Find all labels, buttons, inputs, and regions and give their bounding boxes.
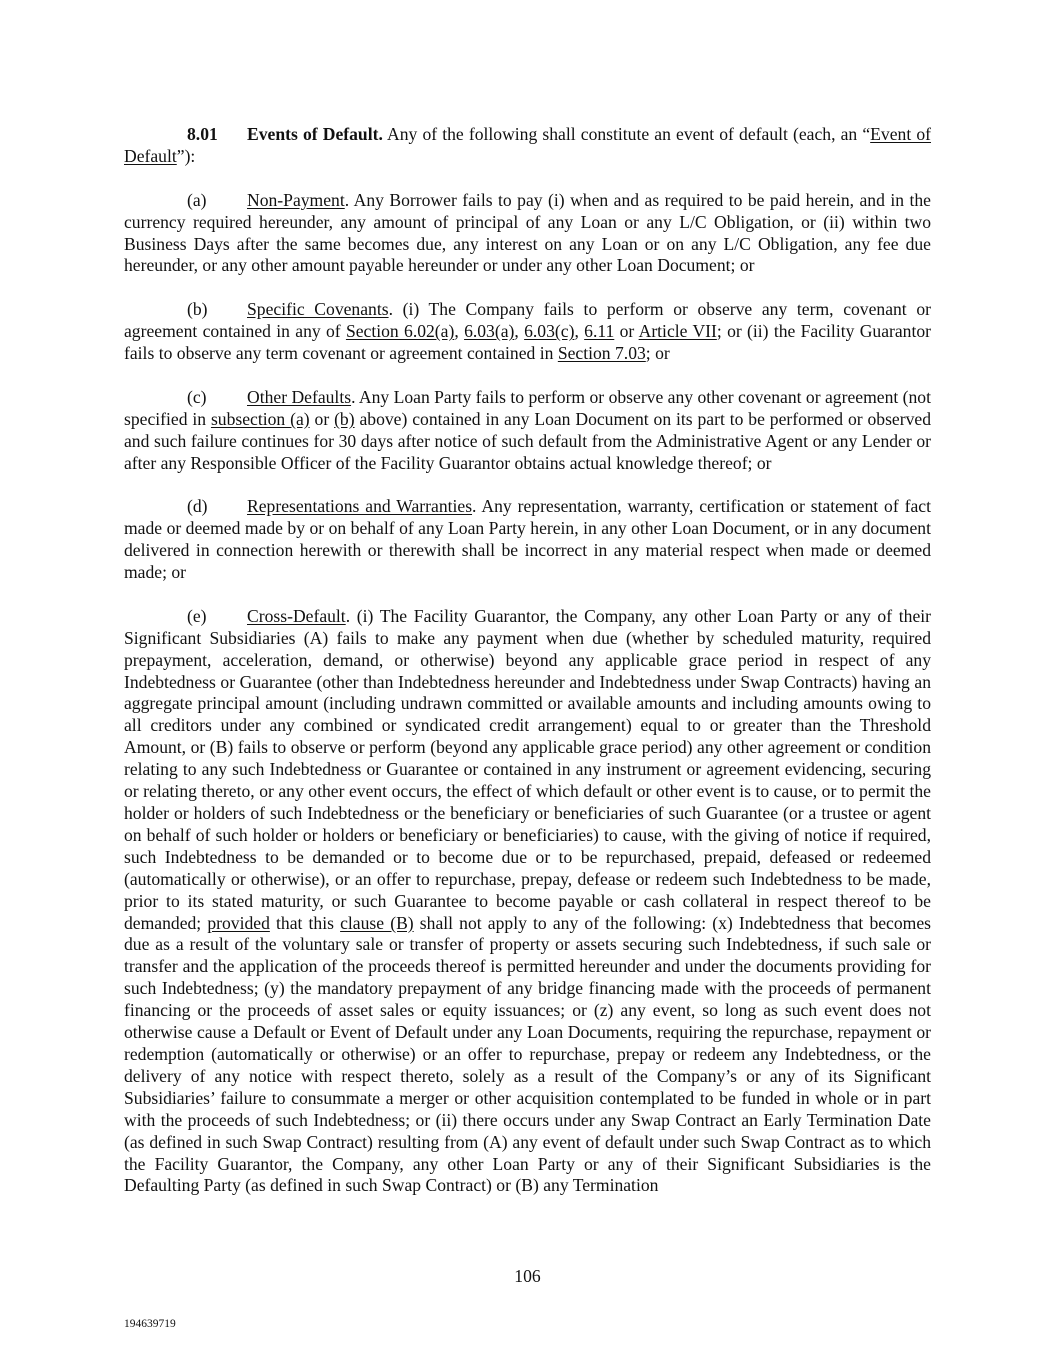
cross-reference: 6.03(a): [464, 321, 515, 342]
cross-reference: Article VII: [638, 321, 717, 342]
clause-heading: Representations and Warranties: [247, 496, 473, 517]
cross-reference: 6.11: [584, 321, 615, 342]
clause-label: (a): [187, 189, 207, 210]
clause-c-other-defaults: (c) Other Defaults. Any Loan Party fails to perform or observe any other covenant or agreement (not specified in subsection (a) or (b) above) contained in any Loan Document on its part to be performed or observed and such failure continues for 30 days after notice of such default from the Administrative Agent or any Lender or after any Responsible Officer of the Facility Guarantor obtains actual knowledge thereof; or: [124, 386, 931, 473]
cross-reference: Section 6.02(a): [345, 321, 455, 342]
clause-a-non-payment: [124, 190, 931, 278]
cross-reference: 6.03(c): [524, 321, 575, 342]
document-id: 194639719: [124, 1318, 176, 1330]
clause-label: (e): [187, 605, 207, 626]
document-body: [124, 124, 931, 1219]
cross-reference: Section 7.03: [557, 343, 646, 364]
clause-heading: Other Defaults: [247, 386, 352, 407]
clause-label: (d): [187, 496, 208, 517]
clause-text: . Any Borrower fails to pay (i) when and as required to be paid herein, and in the currency required hereunder, any amount of principal of any Loan or any L/C Obligation, or (ii) within two Business Days after the same becomes due, any interest on any Loan or on any L/C Obligation, any fee due hereunder, or any other amount payable hereunder or under any other Loan Document; or: [124, 189, 931, 276]
clause-label: (b): [187, 299, 208, 320]
clause-b-specific-covenants: (b) Specific Covenants. (i) The Company fails to perform or observe any term, covenant or agreement contained in any of Section 6.02(a), 6.03(a), 6.03(c), 6.11 or Article VII; or (ii) the Facility Guarantor fails to observe any term covenant or agreement contained in Section 7.03; or: [124, 299, 932, 364]
section-number: 8.01: [187, 124, 218, 144]
proviso-term: provided: [207, 912, 270, 933]
cross-reference: subsection (a): [210, 408, 310, 429]
section-title: Events of Default.: [247, 124, 383, 144]
section-intro-text: Any of the following shall constitute an event of default (each, an “: [382, 124, 871, 144]
cross-reference: (b): [334, 408, 355, 429]
section-8-01-heading: 8.01 Events of Default. Any of the following shall constitute an event of default (each, an “Event of Default”):: [124, 124, 931, 166]
clause-label: (c): [187, 386, 207, 407]
defined-term-event-of-default: Event of Default: [124, 124, 931, 166]
clause-heading: Non-Payment: [247, 189, 345, 210]
page-number: 106: [514, 1266, 541, 1286]
clause-heading: Cross-Default: [247, 605, 346, 626]
clause-d-representations: [124, 496, 931, 584]
cross-reference: clause (B): [340, 912, 414, 933]
clause-text: . Any representation, warranty, certification or statement of fact made or deemed made by or on behalf of any Loan Party herein, in any other Loan Document, or in any document delivered in connection herewith or therewith shall be incorrect in any material respect when made or deemed made; or: [124, 496, 931, 583]
clause-e-cross-default: (e) Cross-Default. (i) The Facility Guarantor, the Company, any other Loan Party or any of their Significant Subsidiaries (A) fails to make any payment when due (whether by scheduled maturity, required prepayment, acceleration, demand, or otherwise) beyond any applicable grace period in respect of any Indebtedness or Guarantee (other than Indebtedness hereunder and Indebtedness under Swap Contracts) having an aggregate principal amount (including undrawn committed or available amounts and including amounts owing to all creditors under any combined or syndicated credit arrangement) equal to or greater than the Threshold Amount, or (B) fails to observe or perform (beyond any applicable grace period) any other agreement or condition relating to any such Indebtedness or Guarantee or contained in any instrument or agreement evidencing, securing or relating thereto, or any other event occurs, the effect of which default or other event is to cause, or to permit the holder or holders of such Indebtedness or the beneficiary or beneficiaries of such Guarantee (or a trustee or agent on behalf of such holder or holders or beneficiary or beneficiaries) to cause, with the giving of notice if required, such Indebtedness to be demanded or to become due or to be repurchased, prepaid, defeased or redeemed (automatically or otherwise), or an offer to repurchase, prepay, defease or redeem such Indebtedness to be made, prior to its stated maturity, or such Guarantee to become payable or cash collateral in respect thereof to be demanded; provided that this clause (B) shall not apply to any of the following: (x) Indebtedness that becomes due as a result of the voluntary sale or transfer of property or assets securing such Indebtedness, if such sale or transfer and the application of the proceeds thereof is permitted hereunder and under the documents providing for such Indebtedness; (y) the mandatory prepayment of any bridge financing made with the proceeds of permanent financing or the proceeds of asset sales or equity issuances; or (z) any event, so long as such event does not otherwise cause a Default or Event of Default under any Loan Documents, requiring the repurchase, repayment or redemption (automatically or otherwise) or an offer to repurchase, prepay or redeem any Indebtedness, or the delivery of any notice with respect thereto, solely as a result of the Company’s or any of its Significant Subsidiaries’ failure to consummate a merger or other acquisition contemplated to be funded in whole or in part with the proceeds of such Indebtedness; or (ii) there occurs under any Swap Contract an Early Termination Date (as defined in such Swap Contract) resulting from (A) any event of default under such Swap Contract as to which the Facility Guarantor, the Company, any other Loan Party or any of their Significant Subsidiaries is the Defaulting Party (as defined in such Swap Contract) or (B) any Termination: [124, 605, 931, 1196]
clause-heading: Specific Covenants: [247, 299, 389, 320]
